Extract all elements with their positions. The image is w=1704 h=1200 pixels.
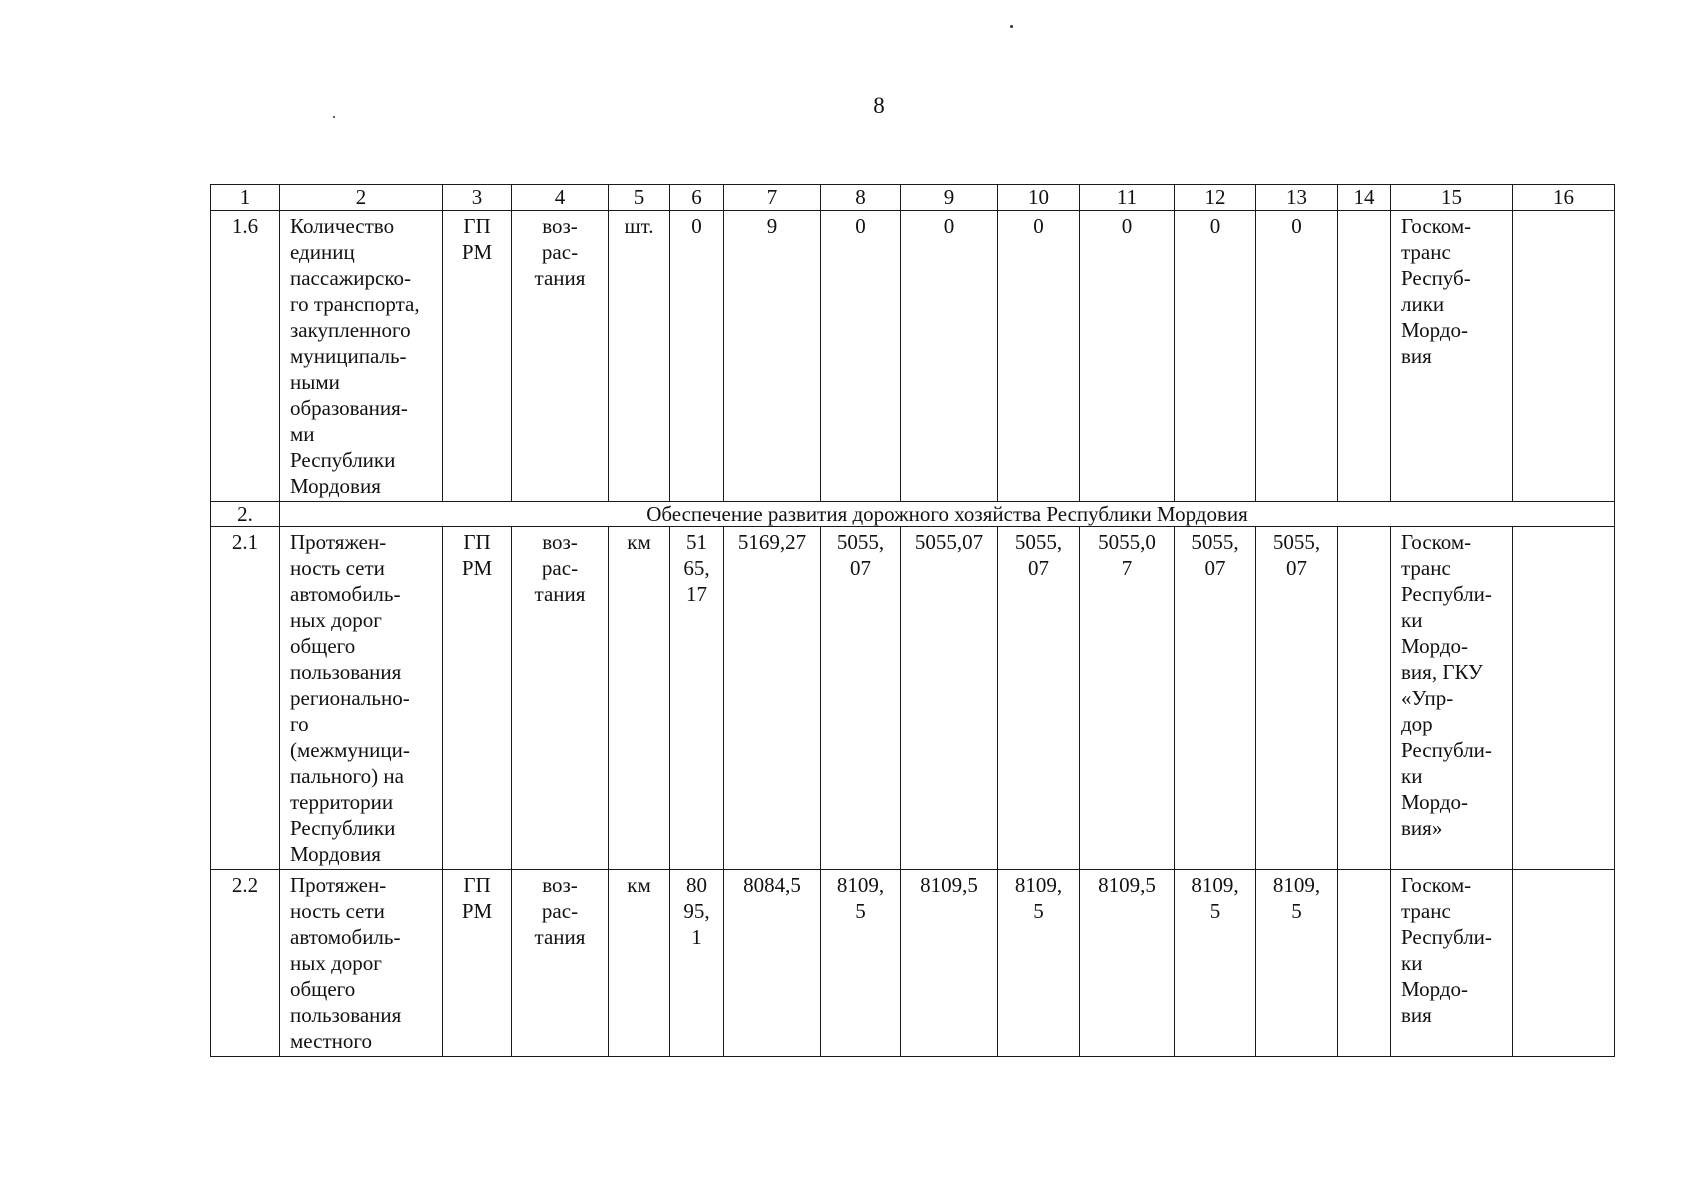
column-number-header xyxy=(821,185,901,211)
responsible-body xyxy=(1391,870,1513,1057)
indicator-value xyxy=(821,870,901,1057)
column-number-header-text: 9 xyxy=(943,185,955,209)
table-header-row xyxy=(211,185,1615,211)
indicator-value-text: 5055,0 7 xyxy=(1098,530,1156,580)
indicator-value xyxy=(724,527,821,870)
indicator-value xyxy=(1175,211,1256,502)
section-title-text: Обеспечение развития дорожного хозяйства Республики Мордовия xyxy=(646,502,1248,526)
indicator-value xyxy=(724,211,821,502)
column-number-header-text: 8 xyxy=(855,185,866,209)
column-14-cell xyxy=(1338,870,1391,1057)
column-14-cell xyxy=(1338,211,1391,502)
indicator-name xyxy=(280,527,443,870)
indicator-value-text: 8109, 5 xyxy=(1272,873,1321,923)
indicator-value xyxy=(670,870,724,1057)
data-source-text: ГП РМ xyxy=(461,214,493,264)
column-number-header xyxy=(724,185,821,211)
indicator-value-text: 8084,5 xyxy=(743,873,801,897)
column-number-header-text: 10 xyxy=(1028,185,1049,209)
unit-of-measure-text: км xyxy=(627,873,651,897)
column-number-header xyxy=(670,185,724,211)
column-number-header-text: 15 xyxy=(1441,185,1462,209)
indicator-value xyxy=(1256,211,1338,502)
indicator-value-text: 8109,5 xyxy=(1098,873,1156,897)
column-number-header-text: 11 xyxy=(1116,185,1138,209)
indicator-value-text: 5169,27 xyxy=(737,530,807,554)
indicator-name-text: Протяжен- ность сети автомобиль- ных дорог общего пользования регионально- го (межмуници- пального) на территории Республики Мордовия xyxy=(290,530,410,866)
trend-direction xyxy=(512,870,609,1057)
indicator-value-text: 80 95, 1 xyxy=(683,873,710,949)
column-number-header xyxy=(280,185,443,211)
row-number xyxy=(211,527,280,870)
indicator-value-text: 0 xyxy=(691,214,702,238)
indicator-name-text: Протяжен- ность сети автомобиль- ных дорог общего пользования местного xyxy=(290,873,402,1053)
indicator-row xyxy=(211,211,1615,502)
indicator-value xyxy=(1256,527,1338,870)
data-source xyxy=(443,211,512,502)
indicator-value xyxy=(998,211,1080,502)
data-source-text: ГП РМ xyxy=(461,530,493,580)
column-number-header-text: 16 xyxy=(1553,185,1574,209)
indicator-value xyxy=(1080,527,1175,870)
column-number-header-text: 7 xyxy=(766,185,778,209)
responsible-body-text: Госком- транс Респуб- лики Мордо- вия xyxy=(1401,214,1472,368)
indicator-value xyxy=(1175,527,1256,870)
indicator-value-text: 0 xyxy=(1033,214,1044,238)
column-number-header-text: 6 xyxy=(691,185,702,209)
trend-direction xyxy=(512,211,609,502)
data-source xyxy=(443,527,512,870)
indicator-value-text: 51 65, 17 xyxy=(683,530,710,606)
indicator-value-text: 5055, 07 xyxy=(836,530,885,580)
scan-speck xyxy=(333,116,335,118)
indicator-value xyxy=(670,527,724,870)
row-number xyxy=(211,211,280,502)
column-number-header-text: 3 xyxy=(471,185,483,209)
indicator-row xyxy=(211,870,1615,1057)
column-number-header xyxy=(1256,185,1338,211)
column-16-cell xyxy=(1513,870,1615,1057)
data-source xyxy=(443,870,512,1057)
unit-of-measure-text: шт. xyxy=(624,214,654,238)
responsible-body xyxy=(1391,527,1513,870)
column-number-header xyxy=(512,185,609,211)
responsible-body-text: Госком- транс Республи- ки Мордо- вия xyxy=(1401,873,1492,1027)
column-number-header xyxy=(1513,185,1615,211)
indicator-value-text: 8109, 5 xyxy=(1191,873,1239,923)
indicators-table xyxy=(210,184,1615,1057)
column-number-header-text: 2 xyxy=(355,185,367,209)
indicator-name xyxy=(280,211,443,502)
indicator-value xyxy=(901,870,998,1057)
row-number-text: 1.6 xyxy=(231,214,259,238)
indicator-value-text: 8109, 5 xyxy=(1014,873,1063,923)
indicator-value xyxy=(1080,870,1175,1057)
column-number-header xyxy=(1391,185,1513,211)
table-body xyxy=(211,185,1615,1057)
section-row xyxy=(211,502,1615,527)
responsible-body-text: Госком- транс Республи- ки Мордо- вия, ГКУ «Упр- дор Республи- ки Мордо- вия» xyxy=(1401,530,1492,840)
indicator-value xyxy=(1256,870,1338,1057)
trend-direction-text: воз- рас- тания xyxy=(534,214,586,290)
unit-of-measure xyxy=(609,870,670,1057)
indicator-value xyxy=(998,870,1080,1057)
indicator-row xyxy=(211,527,1615,870)
row-number xyxy=(211,870,280,1057)
section-title xyxy=(280,502,1615,527)
trend-direction-text: воз- рас- тания xyxy=(534,530,586,606)
indicator-value-text: 5055,07 xyxy=(914,530,984,554)
indicator-name-text: Количество единиц пассажирско- го транспорта, закупленного муниципаль- ными образования- ми Республики Мордовия xyxy=(290,214,420,498)
indicator-value-text: 0 xyxy=(1209,214,1221,238)
data-source-text: ГП РМ xyxy=(461,873,493,923)
indicator-value xyxy=(821,527,901,870)
column-number-header xyxy=(1080,185,1175,211)
indicator-value-text: 5055, 07 xyxy=(1272,530,1321,580)
column-number-header-text: 5 xyxy=(633,185,645,209)
indicator-value-text: 0 xyxy=(855,214,866,238)
page-number: 8 xyxy=(873,93,885,118)
indicator-value xyxy=(998,527,1080,870)
indicator-value xyxy=(724,870,821,1057)
column-number-header-text: 4 xyxy=(554,185,566,209)
indicator-value xyxy=(821,211,901,502)
unit-of-measure-text: км xyxy=(627,530,651,554)
column-number-header xyxy=(998,185,1080,211)
row-number-text: 2.2 xyxy=(231,873,259,897)
indicator-value-text: 0 xyxy=(1291,214,1302,238)
responsible-body xyxy=(1391,211,1513,502)
unit-of-measure xyxy=(609,211,670,502)
indicator-name xyxy=(280,870,443,1057)
column-14-cell xyxy=(1338,527,1391,870)
column-16-cell xyxy=(1513,211,1615,502)
unit-of-measure xyxy=(609,527,670,870)
indicator-value-text: 8109,5 xyxy=(920,873,978,897)
indicator-value-text: 5055, 07 xyxy=(1191,530,1239,580)
trend-direction xyxy=(512,527,609,870)
column-number-header xyxy=(1175,185,1256,211)
indicator-value xyxy=(901,527,998,870)
indicator-value xyxy=(901,211,998,502)
column-16-cell xyxy=(1513,527,1615,870)
trend-direction-text: воз- рас- тания xyxy=(534,873,586,949)
indicator-value-text: 5055, 07 xyxy=(1014,530,1063,580)
column-number-header-text: 1 xyxy=(239,185,251,209)
column-number-header-text: 14 xyxy=(1353,185,1375,209)
indicator-value-text: 0 xyxy=(943,214,955,238)
indicator-value-text: 0 xyxy=(1121,214,1133,238)
column-number-header xyxy=(1338,185,1391,211)
column-number-header xyxy=(901,185,998,211)
row-number-text: 2.1 xyxy=(231,530,259,554)
indicator-value xyxy=(670,211,724,502)
column-number-header xyxy=(211,185,280,211)
column-number-header xyxy=(609,185,670,211)
section-number xyxy=(211,502,280,527)
section-number-text: 2. xyxy=(237,502,253,526)
column-number-header xyxy=(443,185,512,211)
indicator-value xyxy=(1175,870,1256,1057)
indicator-value-text: 8109, 5 xyxy=(836,873,885,923)
indicator-value-text: 9 xyxy=(766,214,778,238)
scan-speck xyxy=(1010,25,1013,28)
column-number-header-text: 13 xyxy=(1286,185,1307,209)
column-number-header-text: 12 xyxy=(1204,185,1226,209)
indicator-value xyxy=(1080,211,1175,502)
